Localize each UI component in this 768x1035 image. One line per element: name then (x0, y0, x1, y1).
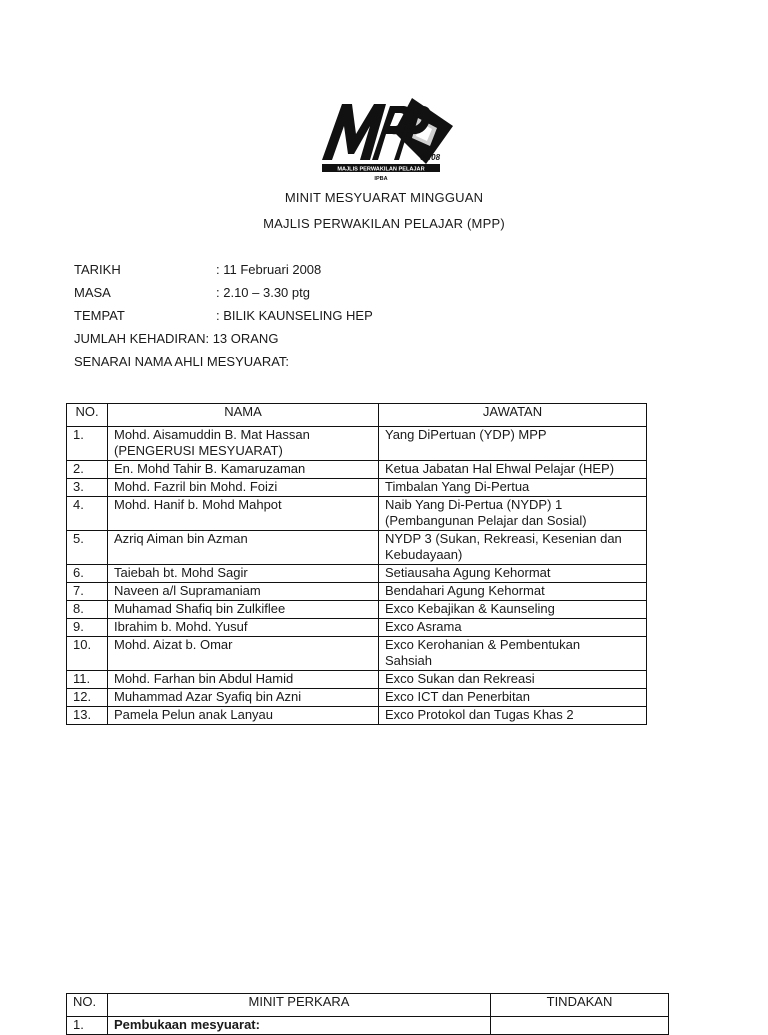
table-row (67, 497, 647, 531)
member-name-cell (108, 619, 379, 637)
member-name: Mohd. Aisamuddin B. Mat Hassan (114, 427, 310, 442)
table-row (67, 689, 647, 707)
member-no: 10. (67, 637, 108, 671)
table-row (67, 601, 647, 619)
table-row (67, 427, 647, 461)
table-row (67, 583, 647, 601)
member-name: Muhamad Shafiq bin Zulkiflee (114, 601, 286, 616)
member-position: Yang DiPertuan (YDP) MPP (385, 427, 547, 442)
member-no: 4. (67, 497, 108, 531)
mpp-logo (312, 92, 460, 184)
column-header-position: JAWATAN (379, 404, 647, 427)
attendance-count: JUMLAH KEHADIRAN: 13 ORANG (74, 331, 279, 346)
member-position-cell (379, 619, 647, 637)
meta-row-time (74, 285, 674, 308)
member-position: Exco Kerohanian & Pembentukan (385, 637, 581, 652)
member-position-cell (379, 637, 647, 671)
member-position: Timbalan Yang Di-Pertua (385, 479, 530, 494)
table-header-row (67, 404, 647, 427)
meta-value: : 2.10 – 3.30 ptg (216, 285, 310, 300)
member-name-cell (108, 707, 379, 725)
member-no: 13. (67, 707, 108, 725)
member-name-cell (108, 671, 379, 689)
table-row (67, 531, 647, 565)
member-name: Azriq Aiman bin Azman (114, 531, 248, 546)
meta-value: : BILIK KAUNSELING HEP (216, 308, 373, 323)
meta-key: TARIKH (74, 262, 121, 277)
member-name-cell (108, 565, 379, 583)
minute-action (491, 1017, 669, 1035)
member-role-note: (PENGERUSI MESYUARAT) (114, 443, 283, 458)
member-position: NYDP 3 (Sukan, Rekreasi, Kesenian dan (385, 531, 622, 546)
member-no: 11. (67, 671, 108, 689)
table-row (67, 619, 647, 637)
minutes-table (66, 993, 669, 1035)
member-no: 7. (67, 583, 108, 601)
member-no: 3. (67, 479, 108, 497)
column-header-name: NAMA (108, 404, 379, 427)
members-table (66, 403, 647, 725)
meta-key: MASA (74, 285, 111, 300)
mpp-logo-icon (312, 92, 460, 184)
member-name-cell (108, 497, 379, 531)
members-table-body (67, 427, 647, 725)
meta-row-place (74, 308, 674, 331)
member-no: 9. (67, 619, 108, 637)
column-header-no: NO. (67, 404, 108, 427)
member-no: 1. (67, 427, 108, 461)
table-row (67, 637, 647, 671)
member-no: 5. (67, 531, 108, 565)
document-title: MINIT MESYUARAT MINGGUAN (284, 190, 484, 205)
member-position-cell (379, 479, 647, 497)
member-position: Exco Sukan dan Rekreasi (385, 671, 535, 686)
member-name-cell (108, 427, 379, 461)
table-row (67, 707, 647, 725)
member-name: En. Mohd Tahir B. Kamaruzaman (114, 461, 306, 476)
member-no: 12. (67, 689, 108, 707)
member-name-cell (108, 689, 379, 707)
member-position-cell (379, 427, 647, 461)
minute-no: 1. (67, 1017, 108, 1035)
member-position-cell (379, 689, 647, 707)
member-position: Ketua Jabatan Hal Ehwal Pelajar (HEP) (385, 461, 615, 476)
member-position-cell (379, 707, 647, 725)
member-position: Exco Protokol dan Tugas Khas 2 (385, 707, 574, 722)
member-name: Ibrahim b. Mohd. Yusuf (114, 619, 248, 634)
member-no: 2. (67, 461, 108, 479)
table-row (67, 479, 647, 497)
member-position: Naib Yang Di-Pertua (NYDP) 1 (385, 497, 563, 512)
member-position-cell (379, 583, 647, 601)
member-position-cell (379, 671, 647, 689)
member-name: Mohd. Fazril bin Mohd. Foizi (114, 479, 278, 494)
table-row (67, 565, 647, 583)
member-position-cell (379, 497, 647, 531)
member-position-cell (379, 565, 647, 583)
member-name: Mohd. Farhan bin Abdul Hamid (114, 671, 294, 686)
column-header-item: MINIT PERKARA (108, 994, 491, 1017)
member-name-cell (108, 479, 379, 497)
table-row (67, 461, 647, 479)
member-position-line2: (Pembangunan Pelajar dan Sosial) (385, 513, 587, 528)
meeting-details (74, 262, 674, 377)
member-position-cell (379, 601, 647, 619)
logo-year: 07/08 (420, 153, 441, 162)
member-position: Exco ICT dan Penerbitan (385, 689, 531, 704)
member-no: 6. (67, 565, 108, 583)
logo-caption: MAJLIS PERWAKILAN PELAJAR (337, 166, 425, 173)
meta-value: : 11 Februari 2008 (216, 262, 322, 277)
member-position: Bendahari Agung Kehormat (385, 583, 545, 598)
column-header-no: NO. (67, 994, 108, 1017)
member-name: Mohd. Aizat b. Omar (114, 637, 233, 652)
member-position-line2: Kebudayaan) (385, 547, 463, 562)
members-heading: SENARAI NAMA AHLI MESYUARAT: (74, 354, 290, 369)
member-name-cell (108, 601, 379, 619)
column-header-action: TINDAKAN (491, 994, 669, 1017)
meta-row-date (74, 262, 674, 285)
member-position-cell (379, 461, 647, 479)
table-header-row (67, 994, 669, 1017)
member-name: Mohd. Hanif b. Mohd Mahpot (114, 497, 282, 512)
member-position: Exco Asrama (385, 619, 462, 634)
member-position-line2: Sahsiah (385, 653, 432, 668)
member-name: Muhammad Azar Syafiq bin Azni (114, 689, 302, 704)
member-position: Setiausaha Agung Kehormat (385, 565, 551, 580)
member-name-cell (108, 637, 379, 671)
member-position-cell (379, 531, 647, 565)
member-no: 8. (67, 601, 108, 619)
document-subtitle: MAJLIS PERWAKILAN PELAJAR (MPP) (263, 216, 505, 231)
member-name: Taiebah bt. Mohd Sagir (114, 565, 248, 580)
minute-item: Pembukaan mesyuarat: (108, 1017, 491, 1035)
member-name: Naveen a/l Supramaniam (114, 583, 261, 598)
table-row (67, 671, 647, 689)
member-name-cell (108, 583, 379, 601)
member-name: Pamela Pelun anak Lanyau (114, 707, 274, 722)
table-row (67, 1017, 669, 1035)
member-name-cell (108, 531, 379, 565)
member-position: Exco Kebajikan & Kaunseling (385, 601, 555, 616)
logo-sub: IPBA (374, 176, 388, 182)
member-name-cell (108, 461, 379, 479)
meta-key: TEMPAT (74, 308, 125, 323)
